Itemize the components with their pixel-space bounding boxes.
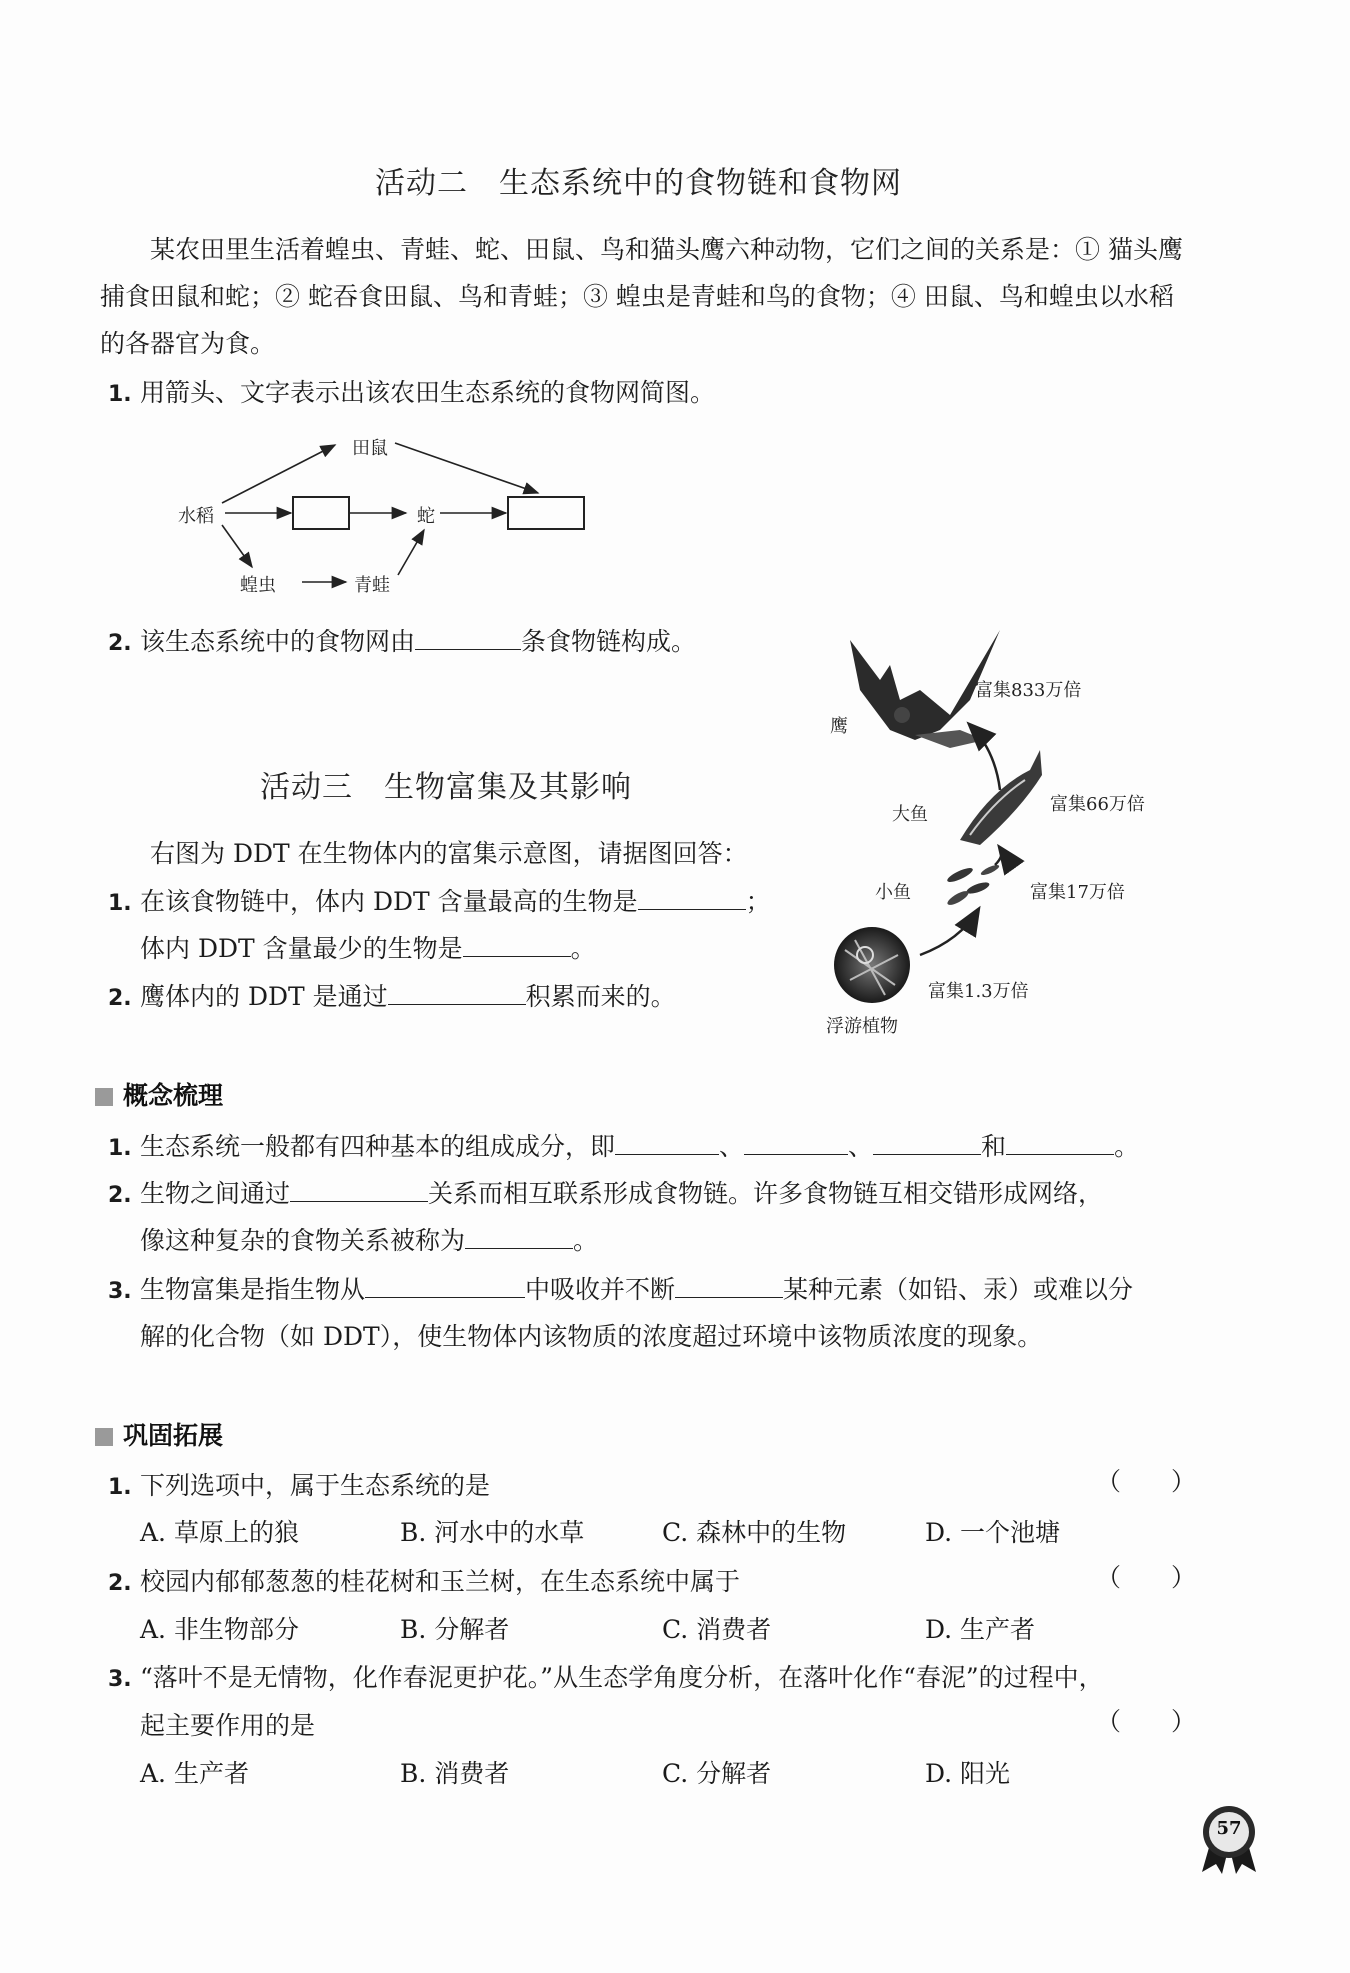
- option-a[interactable]: A. 草原上的狼: [140, 1518, 299, 1547]
- arrow-frog-snake: [398, 530, 424, 575]
- arrow-rice-locust: [222, 525, 252, 567]
- option-a[interactable]: A. 生产者: [140, 1759, 249, 1788]
- answer-parentheses[interactable]: （ ）: [1096, 1707, 1197, 1736]
- concepts-question-2-line2: [140, 1221, 598, 1257]
- label-locust: 蝗虫: [240, 575, 276, 596]
- activity2-intro: 某农田里生活着蝗虫、青蛙、蛇、田鼠、鸟和猫头鹰六种动物，它们之间的关系是：① 猫头鹰捕食田鼠和蛇；② 蛇吞食田鼠、鸟和青蛙；③ 蝗虫是青蛙和鸟的食物；④ 田鼠、鸟和蝗虫以水稻的各器官为食。: [100, 235, 1183, 358]
- mc-question-3: [108, 1658, 1104, 1694]
- activity3-intro: 右图为 DDT 在生物体内的富集示意图，请据图回答：: [150, 839, 748, 868]
- question-text: 用箭头、文字表示出该农田生态系统的食物网简图。: [140, 378, 716, 407]
- small-fish-icon: [946, 863, 1001, 907]
- question-text: 生物富集是指生物从: [140, 1275, 366, 1304]
- label-small-fish: 小鱼: [875, 882, 911, 903]
- mc-question-2: [108, 1562, 740, 1598]
- blank-box-2: [508, 497, 584, 529]
- option-a[interactable]: A. 非生物部分: [140, 1615, 299, 1644]
- answer-parentheses[interactable]: （ ）: [1096, 1467, 1197, 1496]
- activity3-question-1-line2: [140, 929, 596, 965]
- option-b[interactable]: B. 分解者: [400, 1615, 510, 1644]
- activity2-question-1: [108, 373, 715, 409]
- question-text: 、: [719, 1132, 745, 1161]
- activity2-title: 活动二 生态系统中的食物链和食物网: [375, 166, 902, 201]
- activity3-question-2: [108, 977, 676, 1013]
- answer-blank[interactable]: [365, 1275, 525, 1298]
- question-number: 2.: [108, 1183, 132, 1208]
- question-number: 1.: [108, 1475, 132, 1500]
- question-number: 3.: [108, 1279, 132, 1304]
- activity2-question-2: [108, 622, 696, 658]
- question-number: 2.: [108, 1571, 132, 1596]
- section-heading-text: 概念梳理: [123, 1081, 224, 1110]
- concepts-question-3: [108, 1270, 1133, 1306]
- answer-blank[interactable]: [638, 887, 746, 910]
- answer-blank[interactable]: [290, 1179, 428, 1202]
- answer-blank[interactable]: [873, 1132, 981, 1155]
- concepts-question-3-line2: 解的化合物（如 DDT），使生物体内该物质的浓度超过环境中该物质浓度的现象。: [140, 1322, 1043, 1351]
- section-heading-text: 巩固拓展: [123, 1421, 224, 1450]
- question-text: 下列选项中，属于生态系统的是: [140, 1471, 491, 1500]
- arrow-plankton-smallfish: [920, 910, 978, 955]
- option-d[interactable]: D. 阳光: [925, 1759, 1011, 1788]
- label-mouse: 田鼠: [352, 438, 388, 459]
- question-text: 校园内郁郁葱葱的桂花树和玉兰树，在生态系统中属于: [140, 1567, 741, 1596]
- blank-box-1: [293, 497, 349, 529]
- answer-blank[interactable]: [388, 982, 526, 1005]
- label-rice: 水稻: [178, 506, 214, 527]
- arrow-bigfish-eagle: [970, 725, 1000, 790]
- arrow-smallfish-bigfish: [995, 848, 1002, 865]
- question-text: 关系而相互联系形成食物链。许多食物链互相交错形成网络，: [428, 1179, 1104, 1208]
- question-text: 鹰体内的 DDT 是通过: [140, 982, 388, 1011]
- option-d[interactable]: D. 一个池塘: [925, 1518, 1061, 1547]
- question-text: 中吸收并不断: [525, 1275, 676, 1304]
- question-text: 条食物链构成。: [521, 627, 697, 656]
- question-number: 1.: [108, 382, 132, 407]
- question-text: ；: [745, 887, 771, 916]
- option-c[interactable]: C. 森林中的生物: [662, 1518, 847, 1547]
- big-fish-icon: [960, 750, 1042, 845]
- option-b[interactable]: B. 河水中的水草: [400, 1518, 585, 1547]
- answer-blank[interactable]: [615, 1132, 719, 1155]
- plankton-icon: [834, 927, 910, 1003]
- question-text: 体内 DDT 含量最少的生物是: [140, 934, 463, 963]
- factor-66: 富集66万倍: [1050, 794, 1145, 815]
- label-eagle: 鹰: [830, 716, 848, 737]
- concepts-heading: [95, 1076, 223, 1112]
- page-number-badge-icon: [1196, 1804, 1262, 1876]
- concepts-question-1: [108, 1127, 1139, 1163]
- label-big-fish: 大鱼: [892, 804, 928, 825]
- section-marker-icon: [95, 1428, 113, 1446]
- question-text: 和: [981, 1132, 1007, 1161]
- activity3-question-1: [108, 882, 771, 918]
- section-marker-icon: [95, 1088, 113, 1106]
- consolidate-heading: [95, 1416, 223, 1452]
- mc-question-3-line2: 起主要作用的是: [140, 1711, 316, 1740]
- arrow-mouse-box2: [395, 443, 538, 493]
- option-c[interactable]: C. 分解者: [662, 1759, 772, 1788]
- question-text: 生态系统一般都有四种基本的组成成分，即: [140, 1132, 616, 1161]
- label-snake: 蛇: [417, 506, 435, 527]
- question-text: 像这种复杂的食物关系被称为: [140, 1226, 466, 1255]
- answer-parentheses[interactable]: （ ）: [1096, 1563, 1197, 1592]
- answer-blank[interactable]: [744, 1132, 848, 1155]
- option-c[interactable]: C. 消费者: [662, 1615, 772, 1644]
- question-number: 2.: [108, 986, 132, 1011]
- factor-1-3: 富集1.3万倍: [928, 981, 1029, 1002]
- factor-17: 富集17万倍: [1030, 882, 1125, 903]
- option-b[interactable]: B. 消费者: [400, 1759, 510, 1788]
- concepts-question-2: [108, 1174, 1103, 1210]
- question-text: 、: [848, 1132, 874, 1161]
- question-text: “落叶不是无情物，化作春泥更护花。”从生态学角度分析，在落叶化作“春泥”的过程中，: [140, 1663, 1104, 1692]
- label-plankton: 浮游植物: [826, 1016, 898, 1037]
- mc-question-1: [108, 1466, 490, 1502]
- question-number: 1.: [108, 1136, 132, 1161]
- question-text: 。: [1114, 1132, 1140, 1161]
- question-text: 该生态系统中的食物网由: [140, 627, 416, 656]
- answer-blank[interactable]: [415, 627, 521, 650]
- question-text: 。: [573, 1226, 599, 1255]
- question-number: 2.: [108, 631, 132, 656]
- answer-blank[interactable]: [465, 1226, 573, 1249]
- answer-blank[interactable]: [463, 934, 571, 957]
- activity3-title: 活动三 生物富集及其影响: [260, 770, 632, 805]
- page-number: 57: [1216, 1818, 1242, 1839]
- option-d[interactable]: D. 生产者: [925, 1615, 1036, 1644]
- question-text: 某种元素（如铅、汞）或难以分: [783, 1275, 1134, 1304]
- question-text: 生物之间通过: [140, 1179, 291, 1208]
- label-frog: 青蛙: [354, 575, 390, 596]
- question-number: 1.: [108, 891, 132, 916]
- question-number: 3.: [108, 1667, 132, 1692]
- answer-blank[interactable]: [1006, 1132, 1114, 1155]
- question-text: 在该食物链中，体内 DDT 含量最高的生物是: [140, 887, 638, 916]
- factor-833: 富集833万倍: [975, 680, 1082, 701]
- question-text: 积累而来的。: [525, 982, 676, 1011]
- arrow-rice-mouse: [222, 445, 335, 503]
- answer-blank[interactable]: [675, 1275, 783, 1298]
- question-text: 。: [570, 934, 596, 963]
